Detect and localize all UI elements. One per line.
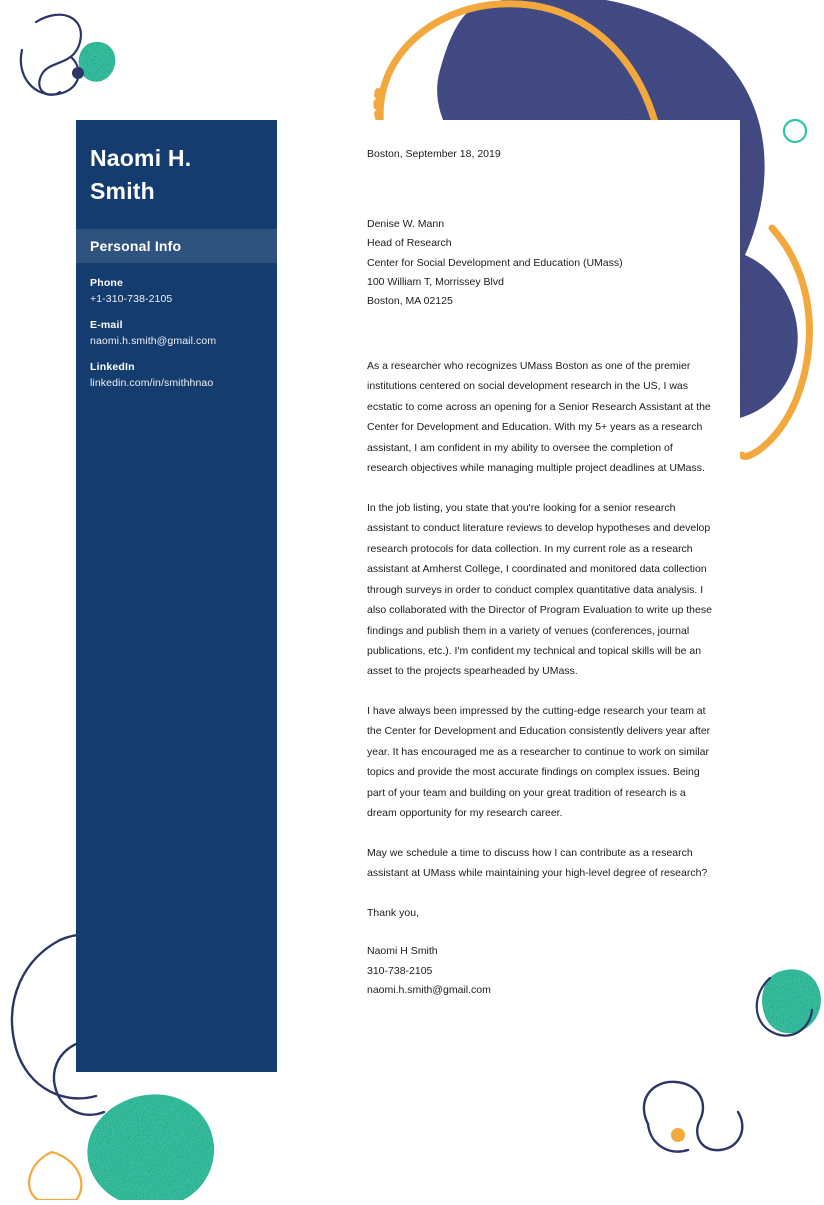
teal-blob-top-left <box>79 42 116 82</box>
recipient-name: Denise W. Mann <box>367 217 445 230</box>
contact-linkedin <box>76 347 277 389</box>
candidate-name <box>76 142 277 209</box>
recipient-address: 100 William T, Morrissey Blvd <box>367 276 504 289</box>
contact-phone-label: Phone <box>90 276 124 289</box>
teal-blob-right <box>762 969 821 1033</box>
navy-squiggle-bottom-right <box>644 1082 742 1150</box>
sidebar <box>76 120 277 1072</box>
signature-email: naomi.h.smith@gmail.com <box>367 984 491 996</box>
recipient-block <box>367 215 716 312</box>
contact-email <box>76 305 277 347</box>
recipient-city-state-zip: Boston, MA 02125 <box>367 295 453 308</box>
navy-dot-top-left <box>72 67 84 79</box>
contact-phone <box>76 263 277 305</box>
document-page <box>76 120 740 1072</box>
candidate-name-line1: Naomi H. <box>90 145 192 171</box>
personal-info-title: Personal Info <box>90 237 182 254</box>
teal-blob-bottom-left <box>87 1094 214 1200</box>
letter-date: Boston, September 18, 2019 <box>367 148 501 160</box>
signature-block <box>367 942 716 1000</box>
yellow-outline-bottom-left <box>29 1152 81 1200</box>
candidate-name-line2: Smith <box>90 178 155 205</box>
signature-name: Naomi H Smith <box>367 945 438 958</box>
contact-phone-value: +1-310-738-2105 <box>90 292 173 305</box>
signature-phone: 310-738-2105 <box>367 964 433 977</box>
body-paragraph-2: In the job listing, you state that you're looking for a senior research assistant to conduct literature reviews to develop hypotheses and develop research protocols for data collection. In my current role as a research assistant at Amherst College, I coordinated and monitored data collection through surveys in order to conduct complex quantitative data analysis. I also collaborated with the Director of Program Evaluation to write up these findings and publish them in a variety of venues (conferences, journal publications, etc.). I'm confident my technical and topical skills will be an asset to the projects spearheaded by UMass. <box>367 501 712 678</box>
contact-linkedin-value[interactable]: linkedin.com/in/smithhnao <box>90 376 214 389</box>
contact-email-label: E-mail <box>90 318 123 331</box>
body-paragraph-4: May we schedule a time to discuss how I can contribute as a research assistant at UMass while maintaining your high-level degree of research? <box>367 846 708 880</box>
body-paragraph-3: I have always been impressed by the cutting-edge research your team at the Center for Development and Education consistently delivers year after year. It has encouraged me as a researcher to continue to work on similar topics and provide the most accurate findings on complex issues. Being part of your team and building on your great tradition of research is a dream opportunity for my research career. <box>367 704 711 820</box>
personal-info-band <box>76 229 277 263</box>
contact-linkedin-label: LinkedIn <box>90 360 135 373</box>
navy-squiggle-top-left <box>36 15 81 95</box>
recipient-organization: Center for Social Development and Education (UMass) <box>367 256 623 269</box>
teal-circle-outline <box>784 120 806 142</box>
closing-line: Thank you, <box>367 906 419 919</box>
letter-body <box>277 120 740 1072</box>
yellow-dot-bottom-right <box>671 1128 685 1142</box>
body-paragraph-1: As a researcher who recognizes UMass Boston as one of the premier institutions centered on social development research in the US, I was ecstatic to come across an opening for a Senior Research Assistant at the Center for Development and Education. With my 5+ years as a research assistant, I am confident in my ability to oversee the completion of research objectives while managing multiple project deadlines at UMass. <box>367 359 711 475</box>
contact-email-value: naomi.h.smith@gmail.com <box>90 334 217 347</box>
recipient-title: Head of Research <box>367 237 452 250</box>
